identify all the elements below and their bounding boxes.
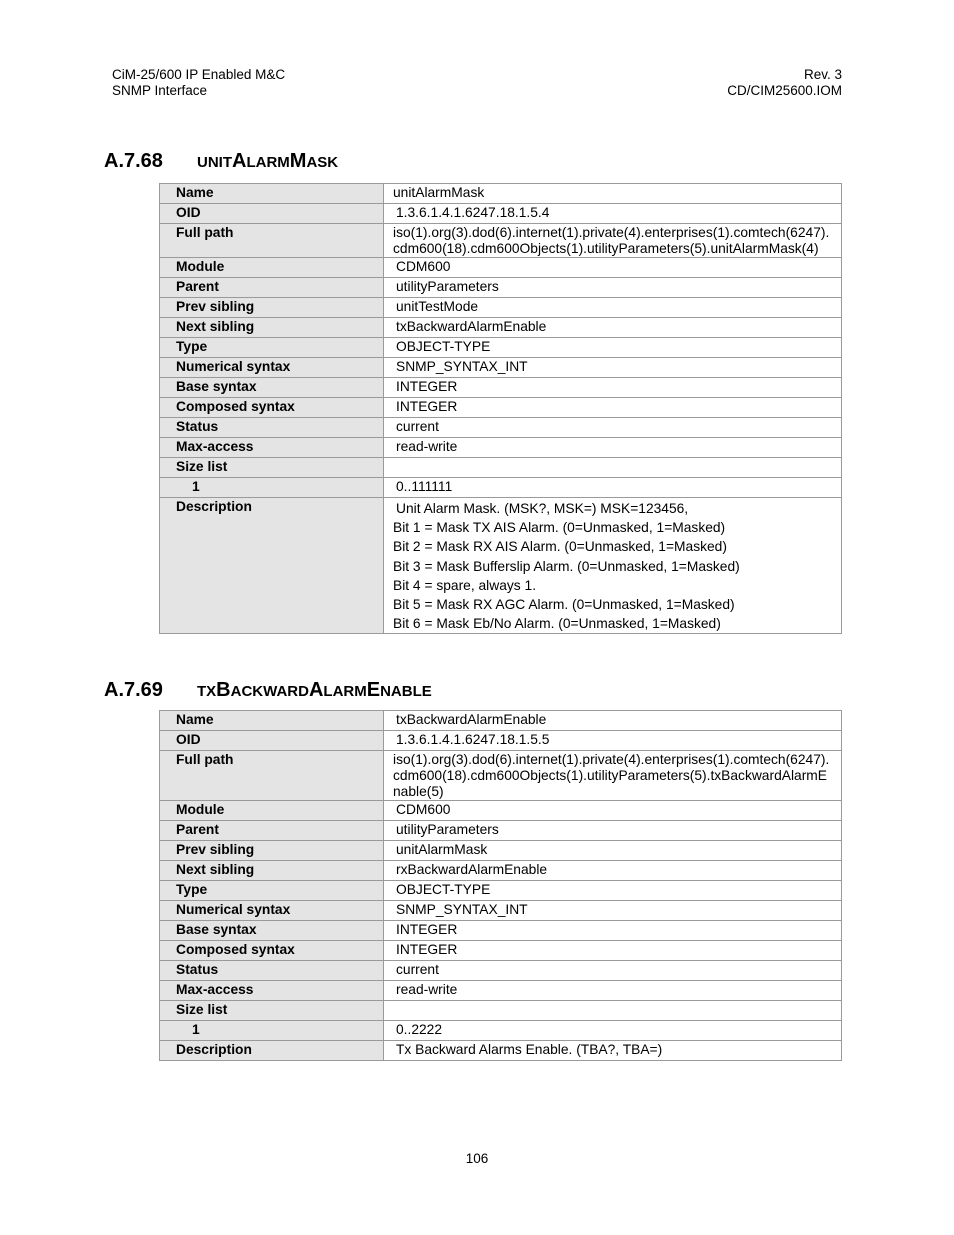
row-key: Parent bbox=[160, 821, 384, 841]
row-value: current bbox=[384, 961, 842, 981]
row-key: Name bbox=[160, 184, 384, 204]
row-key: Next sibling bbox=[160, 861, 384, 881]
description-line: Bit 3 = Mask Bufferslip Alarm. (0=Unmasked, 1=Masked) bbox=[393, 558, 740, 574]
row-key: Status bbox=[160, 418, 384, 438]
row-value: OBJECT-TYPE bbox=[384, 338, 842, 358]
section-title: TXBACKWARDALARMENABLE bbox=[197, 679, 432, 701]
row-value: iso(1).org(3).dod(6).internet(1).private(4).enterprises(1).comtech(6247).cdm600(18).cdm600Objects(1).utilityParameters(5).unitAlarmMask(4) bbox=[384, 224, 842, 258]
table-row bbox=[160, 298, 842, 318]
row-value: utilityParameters bbox=[384, 278, 842, 298]
table-row bbox=[160, 184, 842, 204]
row-value bbox=[384, 1001, 842, 1021]
section-heading-unitalarmmask bbox=[104, 150, 338, 173]
document-header-right bbox=[727, 67, 842, 99]
row-value: read-write bbox=[384, 438, 842, 458]
description-line: Unit Alarm Mask. (MSK?, MSK=) MSK=123456, bbox=[396, 501, 689, 516]
table-row bbox=[160, 901, 842, 921]
row-key: Module bbox=[160, 801, 384, 821]
row-value: 1.3.6.1.4.1.6247.18.1.5.5 bbox=[384, 731, 842, 751]
section-heading-txbackwardalarmenable bbox=[104, 679, 432, 702]
row-key: Next sibling bbox=[160, 318, 384, 338]
row-value: SNMP_SYNTAX_INT bbox=[384, 901, 842, 921]
row-key: Base syntax bbox=[160, 378, 384, 398]
row-key: Max-access bbox=[160, 981, 384, 1001]
table-row bbox=[160, 841, 842, 861]
row-value: 0..111111 bbox=[384, 478, 842, 498]
row-value: iso(1).org(3).dod(6).internet(1).private(4).enterprises(1).comtech(6247).cdm600(18).cdm600Objects(1).utilityParameters(5).txBackwardAlarmEnable(5) bbox=[384, 751, 842, 801]
row-value bbox=[384, 458, 842, 478]
description-line: Bit 4 = spare, always 1. bbox=[393, 577, 537, 593]
row-value: txBackwardAlarmEnable bbox=[384, 711, 842, 731]
page-number: 106 bbox=[465, 1151, 489, 1166]
table-row bbox=[160, 1001, 842, 1021]
table-row bbox=[160, 478, 842, 498]
row-key: Prev sibling bbox=[160, 298, 384, 318]
row-key: Numerical syntax bbox=[160, 901, 384, 921]
section-title: UNITALARMMASK bbox=[197, 150, 339, 172]
row-key: Size list bbox=[160, 458, 384, 478]
row-key: Type bbox=[160, 881, 384, 901]
row-value: unitAlarmMask bbox=[384, 184, 842, 204]
row-value: unitTestMode bbox=[384, 298, 842, 318]
row-value: read-write bbox=[384, 981, 842, 1001]
row-key: Name bbox=[160, 711, 384, 731]
row-value: SNMP_SYNTAX_INT bbox=[384, 358, 842, 378]
table-row bbox=[160, 204, 842, 224]
row-key: Base syntax bbox=[160, 921, 384, 941]
description-line: Bit 2 = Mask RX AIS Alarm. (0=Unmasked, 1=Masked) bbox=[393, 539, 727, 555]
table-row bbox=[160, 881, 842, 901]
description-line: Bit 5 = Mask RX AGC Alarm. (0=Unmasked, 1=Masked) bbox=[393, 597, 735, 613]
table-row bbox=[160, 821, 842, 841]
row-key: Numerical syntax bbox=[160, 358, 384, 378]
row-key: Status bbox=[160, 961, 384, 981]
row-value: Tx Backward Alarms Enable. (TBA?, TBA=) bbox=[384, 1041, 842, 1061]
table-row-description bbox=[160, 498, 842, 634]
row-value: OBJECT-TYPE bbox=[384, 881, 842, 901]
row-key: Module bbox=[160, 258, 384, 278]
row-key: Parent bbox=[160, 278, 384, 298]
row-value: INTEGER bbox=[384, 921, 842, 941]
header-doc-id: CD/CIM25600.IOM bbox=[727, 83, 842, 98]
table-row bbox=[160, 981, 842, 1001]
table-row bbox=[160, 358, 842, 378]
header-product: CiM-25/600 IP Enabled M&C bbox=[112, 67, 286, 82]
row-value: INTEGER bbox=[384, 378, 842, 398]
row-value: 1.3.6.1.4.1.6247.18.1.5.4 bbox=[384, 204, 842, 224]
description-line: Bit 6 = Mask Eb/No Alarm. (0=Unmasked, 1=Masked) bbox=[393, 616, 721, 632]
table-row bbox=[160, 751, 842, 801]
document-header-left bbox=[112, 67, 285, 99]
description-value bbox=[384, 498, 842, 634]
row-key: Prev sibling bbox=[160, 841, 384, 861]
table-row bbox=[160, 418, 842, 438]
header-revision: Rev. 3 bbox=[803, 67, 842, 82]
row-key: OID bbox=[160, 204, 384, 224]
row-key: 1 bbox=[160, 478, 384, 498]
table-row bbox=[160, 921, 842, 941]
row-key: Full path bbox=[160, 751, 384, 801]
table-row bbox=[160, 378, 842, 398]
row-value: unitAlarmMask bbox=[384, 841, 842, 861]
table-row bbox=[160, 861, 842, 881]
row-value: CDM600 bbox=[384, 258, 842, 278]
section-number: A.7.68 bbox=[104, 150, 163, 172]
table-row bbox=[160, 961, 842, 981]
row-value: current bbox=[384, 418, 842, 438]
row-key: Composed syntax bbox=[160, 941, 384, 961]
section-number: A.7.69 bbox=[104, 679, 163, 701]
row-value: INTEGER bbox=[384, 941, 842, 961]
row-key: Description bbox=[160, 498, 384, 634]
mib-object-table-txbackwardalarmenable bbox=[159, 710, 842, 1061]
table-row bbox=[160, 258, 842, 278]
row-key: 1 bbox=[160, 1021, 384, 1041]
table-row bbox=[160, 801, 842, 821]
table-row bbox=[160, 338, 842, 358]
table-row bbox=[160, 398, 842, 418]
row-key: Composed syntax bbox=[160, 398, 384, 418]
table-row bbox=[160, 224, 842, 258]
table-row bbox=[160, 1041, 842, 1061]
table-row bbox=[160, 711, 842, 731]
table-row bbox=[160, 278, 842, 298]
row-value: rxBackwardAlarmEnable bbox=[384, 861, 842, 881]
row-key: Description bbox=[160, 1041, 384, 1061]
table-row bbox=[160, 458, 842, 478]
row-key: Size list bbox=[160, 1001, 384, 1021]
table-row bbox=[160, 731, 842, 751]
row-value: INTEGER bbox=[384, 398, 842, 418]
table-row bbox=[160, 1021, 842, 1041]
row-value: utilityParameters bbox=[384, 821, 842, 841]
row-key: Type bbox=[160, 338, 384, 358]
row-key: Max-access bbox=[160, 438, 384, 458]
row-key: Full path bbox=[160, 224, 384, 258]
table-row bbox=[160, 438, 842, 458]
row-value: 0..2222 bbox=[384, 1021, 842, 1041]
row-key: OID bbox=[160, 731, 384, 751]
table-row bbox=[160, 941, 842, 961]
row-value: txBackwardAlarmEnable bbox=[384, 318, 842, 338]
mib-object-table-unitalarmmask bbox=[159, 183, 842, 634]
header-subtitle: SNMP Interface bbox=[112, 83, 208, 98]
row-value: CDM600 bbox=[384, 801, 842, 821]
description-line: Bit 1 = Mask TX AIS Alarm. (0=Unmasked, 1=Masked) bbox=[393, 520, 726, 536]
table-row bbox=[160, 318, 842, 338]
